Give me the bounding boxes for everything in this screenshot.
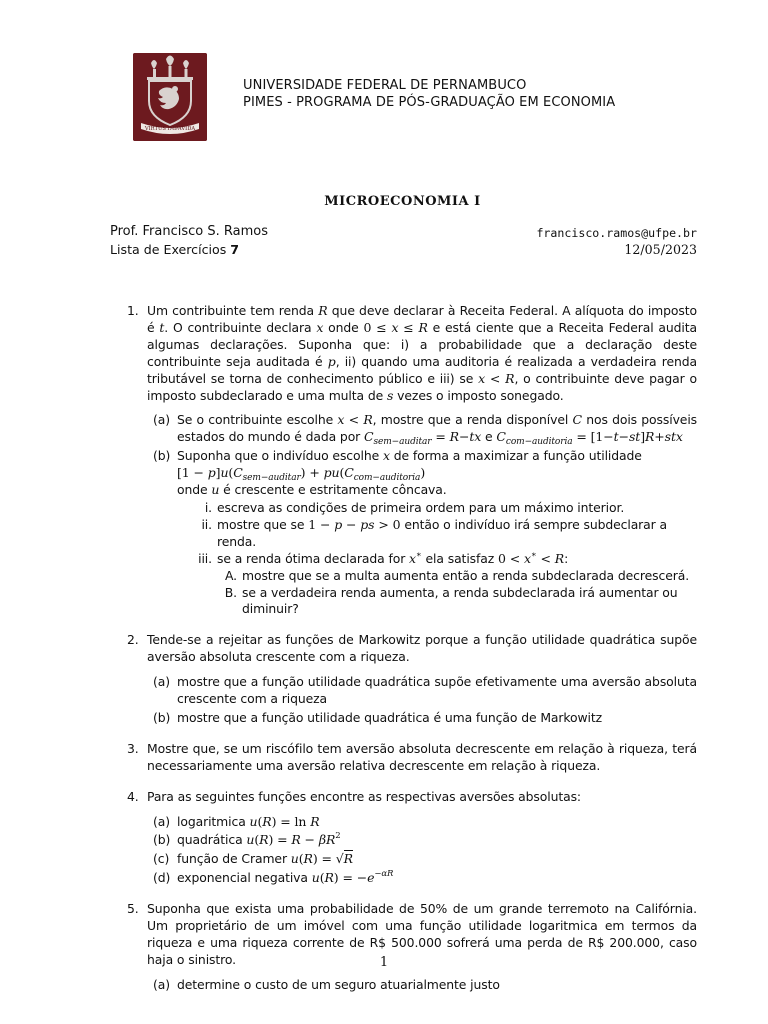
text-run: , ii) quando uma auditoria é realizada a verdadeira renda tributável se torna de conhecimento público e iii) se: [147, 353, 697, 386]
text-run: , o contribuinte deve pagar o imposto subdeclarado e uma multa de: [147, 370, 697, 403]
item-label: (b): [153, 709, 171, 725]
math-x-lt-R: x < R: [478, 370, 515, 386]
question-1: [110, 303, 697, 618]
item-label: (a): [153, 976, 170, 992]
item-text: quadrática: [177, 832, 243, 848]
math-quadratic-utility: $u(R) = R - \beta R^2$: [246, 831, 341, 848]
list-date: 12/05/2023: [624, 242, 697, 257]
item-label: B.: [224, 584, 237, 600]
math-cramer-utility: u(R) = √R: [290, 851, 353, 867]
question-number: 1.: [127, 303, 139, 318]
text-run: mostre que se: [217, 516, 305, 532]
question-1b-iii-A: [147, 568, 697, 585]
math-interior: 0 < x∗ < R: [498, 549, 565, 566]
math-t: t: [159, 319, 165, 335]
question-text: Tende-se a rejeitar as funções de Markowitz porque a função utilidade quadrática supõe aversão absoluta crescente com a riqueza.: [147, 632, 697, 665]
question-1b-i: [147, 500, 697, 517]
text-run: Suponha que o indivíduo escolhe: [177, 448, 380, 464]
university-name: UNIVERSIDADE FEDERAL DE PERNAMBUCO: [243, 78, 527, 93]
list-number: 7: [230, 242, 240, 257]
text-run: se a verdadeira renda aumenta, a renda subdeclarada irá aumentar ou diminuir?: [242, 584, 678, 617]
question-4c: [147, 851, 697, 868]
text-run: nos dois possíveis estados do mundo é dada por: [177, 412, 698, 445]
text-run: vezes o imposto sonegado.: [397, 387, 564, 403]
item-label: (d): [153, 870, 171, 886]
question-4b: [147, 832, 697, 849]
question-text: Para as seguintes funções encontre as respectivas aversões absolutas:: [147, 788, 582, 804]
item-text: mostre que a função utilidade quadrática é uma função de Markowitz: [177, 709, 603, 725]
math-condition: 1 − p − ps > 0: [308, 516, 401, 532]
exercise-list: [110, 303, 697, 1005]
item-label: (a): [153, 674, 170, 690]
text-run: , mostre que a renda disponível: [372, 412, 569, 428]
math-s: s: [386, 387, 394, 403]
text-run: é crescente e estritamente côncava.: [223, 482, 447, 498]
math-R: R: [318, 303, 328, 318]
math-constraint: 0 ≤ x ≤ R: [363, 319, 428, 335]
math-x: x: [316, 319, 324, 335]
list-label: [110, 242, 239, 257]
question-3: [110, 741, 697, 775]
item-label: (b): [153, 448, 171, 464]
text-run: onde: [328, 319, 359, 335]
question-1a: [147, 412, 697, 446]
math-C: C: [572, 412, 582, 428]
question-4: [110, 789, 697, 888]
question-2b: [147, 710, 697, 727]
item-text: determine o custo de um seguro atuarialmente justo: [177, 976, 500, 992]
question-1b-iii-B: [147, 585, 697, 619]
item-label: (b): [153, 832, 171, 848]
question-1b-iii: [147, 551, 697, 568]
math-p: p: [327, 353, 336, 369]
list-label-text: Lista de Exercícios: [110, 242, 227, 257]
math-x: x: [382, 448, 390, 464]
text-run: que deve declarar à Receita Federal. A alíquota do imposto é: [147, 303, 697, 335]
text-run: então o indivíduo irá sempre subdeclarar a renda.: [217, 516, 667, 549]
question-number: 4.: [127, 788, 139, 804]
question-4d: [147, 870, 697, 887]
text-run: Um contribuinte tem renda: [147, 303, 315, 318]
text-run: se a renda ótima declarada for: [217, 550, 406, 566]
item-label: i.: [204, 499, 212, 515]
item-text: exponencial negativa: [177, 870, 308, 886]
text-run: e está ciente que a Receita Federal audita algumas declarações. Suponha que: i) a probabilidade que a declaração deste contribuinte seja auditada é: [147, 319, 698, 369]
professor-email: francisco.ramos@ufpe.br: [536, 226, 697, 240]
math-x-lt-R: x < R: [337, 412, 373, 428]
item-text: função de Cramer: [177, 851, 287, 867]
math-C-sem-auditar: $C_{sem-auditar} = R-tx$: [364, 429, 482, 448]
question-4a: [147, 814, 697, 831]
text-run: ela satisfaz: [425, 550, 495, 566]
text-run: O contribuinte declara: [172, 319, 312, 335]
ufpe-crest-icon: [133, 53, 207, 141]
question-1b: [147, 448, 697, 499]
text-run: :: [564, 550, 569, 566]
question-text: Suponha que exista uma probabilidade de 50% de um grande terremoto na Califórnia. Um proprietário de um imóvel com uma função utilidade logaritmica em termos da riqueza e uma riqueza corrente de R$ 500.000 sofrerá uma perda de R$ 200.000, caso haja o sinistro.: [147, 901, 697, 967]
page-number: 1: [379, 955, 389, 970]
question-number: 5.: [127, 901, 139, 917]
question-5: [110, 901, 697, 994]
math-C-com-auditoria: $C_{com-auditoria} = [1-t-st]R+stx$: [496, 429, 683, 448]
course-title: MICROECONOMIA I: [324, 194, 481, 209]
text-run: onde: [177, 482, 208, 498]
question-5a: [147, 977, 697, 994]
item-label: ii.: [201, 516, 212, 532]
item-text: logaritmica: [177, 813, 246, 829]
item-label: (a): [153, 813, 170, 829]
university-logo: [133, 53, 207, 141]
text-run: escreva as condições de primeira ordem para um máximo interior.: [217, 499, 625, 515]
item-text: mostre que a função utilidade quadrática supõe efetivamente uma aversão absoluta crescente com a riqueza: [177, 674, 697, 707]
question-2a: [147, 674, 697, 708]
item-label: A.: [225, 567, 237, 583]
question-text: Mostre que, se um riscófilo tem aversão absoluta decrescente em relação à riqueza, terá necessariamente uma aversão relativa decrescente em relação à riqueza.: [147, 740, 697, 773]
math-exp-utility: $u(R) = -e^{-\alpha R}$: [311, 869, 394, 886]
item-label: iii.: [198, 550, 212, 566]
text-run: de forma a maximizar a função utilidade: [393, 448, 642, 464]
text-run: Se o contribuinte escolhe: [177, 412, 334, 428]
item-label: (c): [153, 851, 170, 867]
text-run: e: [485, 429, 493, 445]
math-utility-function: $[1 - p]u(C_{sem-auditar}) + pu(C_{com-auditoria})$: [177, 465, 426, 484]
question-text: [147, 303, 697, 404]
professor-name: Prof. Francisco S. Ramos: [110, 224, 268, 239]
math-log-utility: u(R) = ln R: [249, 813, 320, 829]
math-u: u: [211, 482, 220, 498]
question-number: 3.: [127, 740, 139, 756]
logo-motto: VIRTUS IMPAVIDA: [144, 126, 196, 132]
question-number: 2.: [127, 632, 139, 648]
question-1b-ii: [147, 517, 697, 551]
text-run: mostre que se a multa aumenta então a renda subdeclarada decrescerá.: [242, 567, 690, 583]
text-run: .: [164, 319, 169, 335]
program-name: PIMES - PROGRAMA DE PÓS-GRADUAÇÃO EM ECONOMIA: [243, 95, 616, 110]
item-label: (a): [153, 412, 170, 428]
math-x-star: x∗: [409, 549, 422, 566]
question-2: [110, 632, 697, 727]
